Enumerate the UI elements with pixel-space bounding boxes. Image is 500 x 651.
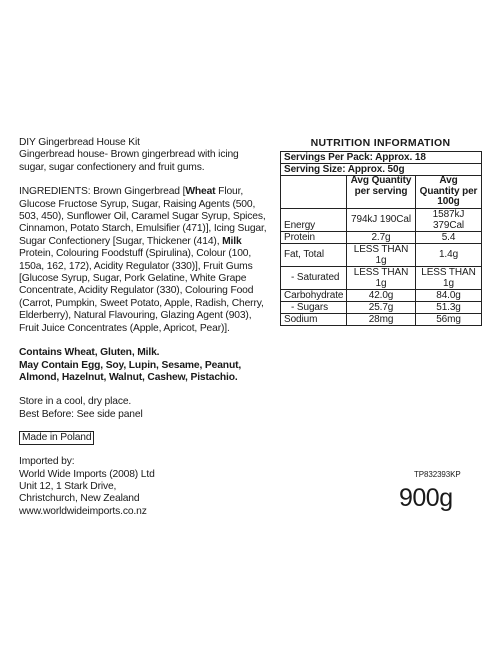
per-100g-value: 56mg: [416, 313, 482, 325]
per-serving-value: 25.7g: [347, 301, 416, 313]
per-100g-value: 51.3g: [416, 301, 482, 313]
best-before: Best Before: See side panel: [19, 408, 143, 420]
ingredients-text: INGREDIENTS: Brown Gingerbread [Wheat Flour, Glucose Fructose Syrup, Sugar, Raising Agents (500, 503, 450), Sunflower Oil, Caramel Sugar Syrup, Spices, Cinnamon, Potato Starch, Emulsifier (471)], Icing Sugar, Sugar Confectionery [Sugar, Thickener (414), Milk Protein, Colouring Foodstuff (Spirulina), Colour (100, 150a, 162, 172), Acidity Regulator (330)], Fruit Gums [Glucose Syrup, Sugar, Pork Gelatine, White Grape Concentrate, Acidity Regulator (330), Colouring Food (Carrot, Pumpkin, Sweet Potato, Apple, Radish, Cherry, Elderberry), Natural Flavouring, Glazing Agent (903), Fruit Juice Concentrates (Apple, Apricot, Pear)].: [19, 186, 267, 334]
allergen-wheat: Wheat: [185, 186, 216, 198]
per-serving-value: LESS THAN 1g: [347, 243, 416, 266]
nutrition-row: [281, 208, 482, 231]
col-header-per-serving: Avg Quantity per serving: [347, 176, 416, 209]
allergen-may-contain: May Contain Egg, Soy, Lupin, Sesame, Peanut, Almond, Hazelnut, Walnut, Cashew, Pistachio.: [19, 359, 242, 383]
nutrient-name: Carbohydrate: [281, 289, 347, 301]
nutrition-row: [281, 289, 482, 301]
per-serving-value: 794kJ 190Cal: [347, 208, 416, 231]
origin-badge: Made in Poland: [19, 431, 94, 445]
col-header-per-100g: Avg Quantity per 100g: [416, 176, 482, 209]
nutrition-row: [281, 301, 482, 313]
per-serving-value: 28mg: [347, 313, 416, 325]
per-serving-value: LESS THAN 1g: [347, 266, 416, 289]
allergen-milk: Milk: [222, 235, 242, 247]
nutrition-panel: [280, 137, 481, 326]
nutrition-row: [281, 231, 482, 243]
per-100g-value: LESS THAN 1g: [416, 266, 482, 289]
per-serving-value: 42.0g: [347, 289, 416, 301]
product-code: TP832393KP: [414, 470, 461, 479]
product-title: DIY Gingerbread House Kit: [19, 137, 140, 148]
storage-instructions: Store in a cool, dry place.: [19, 396, 132, 408]
per-100g-value: 84.0g: [416, 289, 482, 301]
importer-address-2: Christchurch, New Zealand: [19, 493, 140, 505]
nutrition-row: [281, 266, 482, 289]
nutrient-name: - Saturated: [281, 266, 347, 289]
per-serving-value: 2.7g: [347, 231, 416, 243]
per-100g-value: 5.4: [416, 231, 482, 243]
nutrition-table: [280, 151, 482, 326]
importer-label: Imported by:: [19, 456, 75, 468]
per-100g-value: 1587kJ 379Cal: [416, 208, 482, 231]
nutrient-name: Energy: [281, 208, 347, 231]
product-description: Gingerbread house- Brown gingerbread with icing sugar, sugar confectionery and fruit gums.: [19, 149, 239, 173]
nutrient-name: Sodium: [281, 313, 347, 325]
nutrition-row: [281, 243, 482, 266]
nutrient-name: Protein: [281, 231, 347, 243]
nutrient-name: Fat, Total: [281, 243, 347, 266]
per-100g-value: 1.4g: [416, 243, 482, 266]
servings-per-pack: Servings Per Pack: Approx. 18: [281, 152, 482, 164]
nutrient-name: - Sugars: [281, 301, 347, 313]
serving-size: Serving Size: Approx. 50g: [281, 164, 482, 176]
net-weight: 900g: [399, 484, 453, 512]
importer-address-1: Unit 12, 1 Stark Drive,: [19, 480, 117, 492]
importer-name: World Wide Imports (2008) Ltd: [19, 468, 155, 480]
nutrition-row: [281, 313, 482, 325]
importer-website: www.worldwideimports.co.nz: [19, 505, 147, 517]
allergen-contains: Contains Wheat, Gluten, Milk.: [19, 347, 160, 359]
product-text-column: [19, 137, 267, 518]
nutrition-title: NUTRITION INFORMATION: [310, 137, 451, 149]
